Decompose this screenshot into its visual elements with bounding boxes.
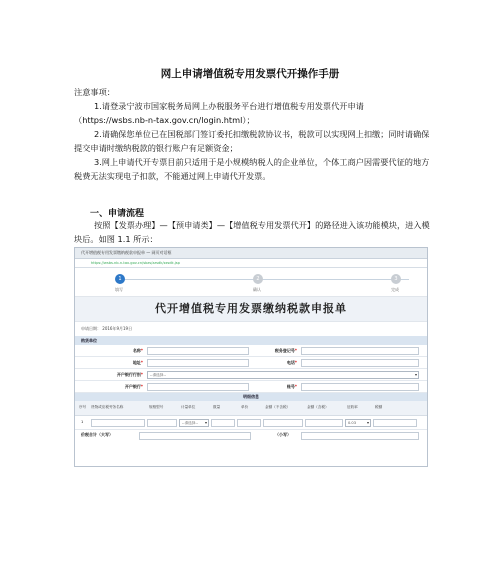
bank-label: 开户银行行别 [116,372,141,377]
col-price: 单价 [241,405,249,409]
step-1: 1 [115,274,125,284]
address-label: 地址 [132,360,141,365]
step-indicator [75,268,427,296]
figure-screenshot [74,247,428,467]
apply-date: 申请日期： 2016年9月19日 [81,326,133,331]
col-qty: 数量 [213,405,221,409]
step-3-label: 完成 [391,287,399,292]
notice-heading: 注意事项： [74,87,115,97]
phone-input[interactable] [301,359,419,367]
form-row-account: 开户银行* 账号* [75,381,427,393]
browser-tab: 代开增值税专用发票缴纳税款申报单 — 网页对话框 [75,248,427,259]
rate-select[interactable]: 0.03 ▾ [345,419,371,427]
unit-select[interactable]: --请选择-- ▾ [179,419,209,427]
taxpayer-id-input[interactable] [301,347,419,355]
address-bar: https://wsbs.nb-n-tax.gov.cn/sbzs/zzsdk/zzsdk.jsp [75,259,427,268]
section-body: 按照【发票办理】—【预申请类】—【增值税专用发票代开】的路径进入该功能模块，进入模块后。如图 1.1 所示： [74,220,430,244]
name-input[interactable] [147,347,249,355]
col-amount-inc-tax: 金额（含税） [307,405,329,409]
branch-label: 开户银行 [124,384,141,389]
col-unit: 计量单位 [181,405,196,409]
qty-input[interactable] [211,419,235,427]
step-1-label: 填写 [115,287,123,292]
step-2-label: 确认 [253,287,261,292]
form-title: 代开增值税专用发票缴纳税款申报单 [75,296,427,322]
total-lower-label: （小写） [275,432,291,437]
detail-column-header [75,401,427,416]
bank-select[interactable]: --请选择-- ▾ [147,371,419,379]
form-row-address: 地址* 电话* [75,357,427,369]
note-2: 2.请确保您单位已在国税部门签订委托扣缴税款协议书，税款可以实现网上扣缴；同时请确保提交申请时缴纳税款的银行账户有足额资金； [74,129,430,153]
amount-ex-tax-input[interactable] [263,419,303,427]
note-1: 1.请登录宁波市国家税务局网上办税服务平台进行增值税专用发票代开申请（https://wsbs.nb-n-tax.gov.cn/login.html）； [74,101,364,125]
total-upper-label: 价税合计（大写） [81,432,113,437]
account-input[interactable] [301,383,419,391]
document-title: 网上申请增值税专用发票代开操作手册 [160,68,340,80]
name-label: 名称 [132,348,141,353]
col-index: 序号 [79,405,87,409]
form-row-bank: 开户银行行别* --请选择-- ▾ [75,369,427,381]
total-upper-input[interactable] [139,432,251,440]
detail-band: 明细信息 [75,393,427,401]
section-heading: 一、申请流程 [90,209,145,219]
step-3: 3 [391,274,401,284]
tax-input[interactable] [373,419,417,427]
phone-label: 电话 [286,360,295,365]
branch-input[interactable] [147,383,249,391]
col-goods-name: 货物或应税劳务名称 [91,405,124,409]
amount-inc-tax-input[interactable] [305,419,343,427]
total-row [75,430,427,442]
total-lower-input[interactable] [301,432,419,440]
goods-name-input[interactable] [91,419,145,427]
account-label: 账号 [286,384,295,389]
col-tax: 税额 [375,405,383,409]
spec-input[interactable] [147,419,177,427]
col-rate: 征收率 [347,405,358,409]
detail-row [75,416,427,430]
price-input[interactable] [237,419,261,427]
form-row-name: 名称* 税务登记号* [75,345,427,357]
buyer-band: 购货单位 [75,336,427,345]
note-3: 3.网上申请代开专票目前只适用于是小规模纳税人的企业单位，个体工商户因需要代征的地方税费无法实现电子扣款，不能通过网上申请代开发票。 [74,157,430,181]
row-index: 1 [81,420,84,424]
address-input[interactable] [147,359,249,367]
step-2: 2 [253,274,263,284]
col-amount-ex-tax: 金额（不含税） [265,405,291,409]
col-spec: 规格型号 [149,405,164,409]
step-line [117,279,409,280]
taxpayer-id-label: 税务登记号 [274,348,295,353]
